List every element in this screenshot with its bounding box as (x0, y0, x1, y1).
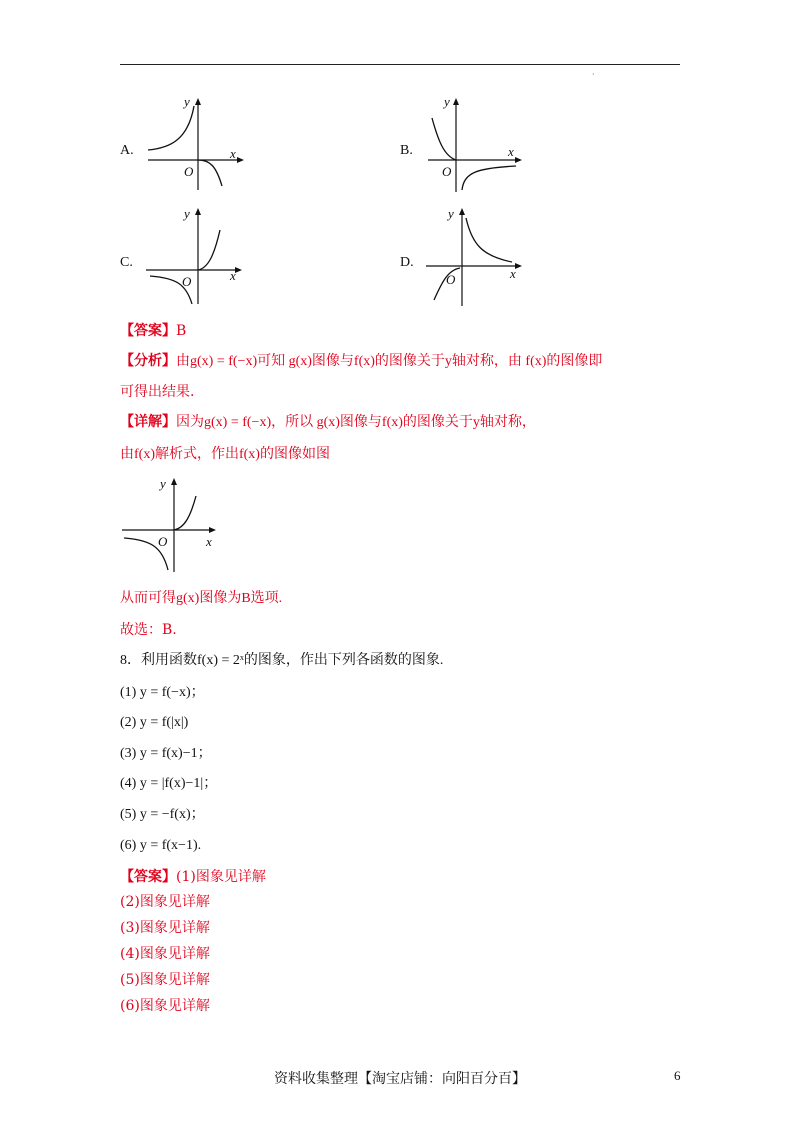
q8-stem: 8．利用函数f(x) = 2ˣ的图象，作出下列各函数的图象. (120, 653, 444, 668)
axis-origin-label: O (446, 272, 456, 287)
axis-origin-label: O (158, 534, 168, 549)
axis-x-label: x (510, 266, 516, 281)
option-d-graph (420, 200, 530, 305)
option-b-label: B. (400, 143, 413, 158)
option-c-graph (140, 200, 250, 305)
answer-value: B (176, 323, 187, 339)
q8-answer-1: (1)图象见详解 (176, 869, 266, 885)
q8-answer-3: (3)图象见详解 (120, 920, 210, 936)
axis-x-label: x (508, 144, 514, 159)
q8-answer-line-1 (120, 868, 266, 886)
axis-origin-label: O (442, 164, 452, 179)
q8-answer-5: (5)图象见详解 (120, 972, 210, 988)
choice-line: 故选：B. (120, 622, 177, 638)
axis-x-label: x (230, 146, 236, 161)
axis-origin-label: O (184, 164, 194, 179)
detail-tag: 【详解】 (120, 414, 176, 430)
answer-tag: 【答案】 (120, 323, 176, 339)
header-dot: · (592, 70, 595, 79)
q8-answer-6: (6)图象见详解 (120, 998, 210, 1014)
axis-y-label: y (448, 206, 454, 221)
detail-line-1 (120, 413, 536, 432)
option-c-label: C. (120, 255, 133, 270)
q8-item-1: (1) y = f(−x)； (120, 685, 205, 700)
solution-graph (118, 470, 228, 580)
axis-x-label: x (206, 534, 212, 549)
option-a-graph (140, 90, 250, 195)
axis-x-label: x (230, 268, 236, 283)
axis-y-label: y (184, 206, 190, 221)
q8-item-2: (2) y = f(|x|) (120, 715, 189, 730)
axis-y-label: y (184, 94, 190, 109)
q8-item-6: (6) y = f(x−1). (120, 838, 202, 853)
analysis-tag: 【分析】 (120, 353, 176, 369)
conclusion-line: 从而可得g(x)图像为B选项. (120, 591, 283, 606)
answer7-line (120, 322, 186, 340)
analysis-line-1 (120, 352, 602, 371)
axis-y-label: y (444, 94, 450, 109)
q8-item-3: (3) y = f(x)−1； (120, 746, 212, 761)
q8-item-5: (5) y = −f(x)； (120, 807, 205, 822)
analysis-line-2: 可得出结果. (120, 384, 195, 400)
analysis-text-1: 由g(x) = f(−x)可知 g(x)图像与f(x)的图像关于y轴对称，由 f(x)的图像即 (176, 354, 603, 369)
detail-line-2: 由f(x)解析式，作出f(x)的图像如图 (120, 447, 330, 462)
q8-answer-tag: 【答案】 (120, 869, 176, 885)
option-b-graph (420, 90, 530, 195)
axis-y-label: y (160, 476, 166, 491)
header-rule (120, 64, 680, 65)
q8-answer-2: (2)图象见详解 (120, 894, 210, 910)
option-d-label: D. (400, 255, 414, 270)
page-number: 6 (674, 1068, 681, 1083)
footer-text: 资料收集整理【淘宝店铺：向阳百分百】 (274, 1071, 526, 1087)
option-a-label: A. (120, 143, 134, 158)
axis-origin-label: O (182, 274, 192, 289)
q8-answer-4: (4)图象见详解 (120, 946, 210, 962)
q8-item-4: (4) y = |f(x)−1|； (120, 776, 218, 791)
detail-text-1: 因为g(x) = f(−x)，所以 g(x)图像与f(x)的图像关于y轴对称， (176, 415, 536, 430)
